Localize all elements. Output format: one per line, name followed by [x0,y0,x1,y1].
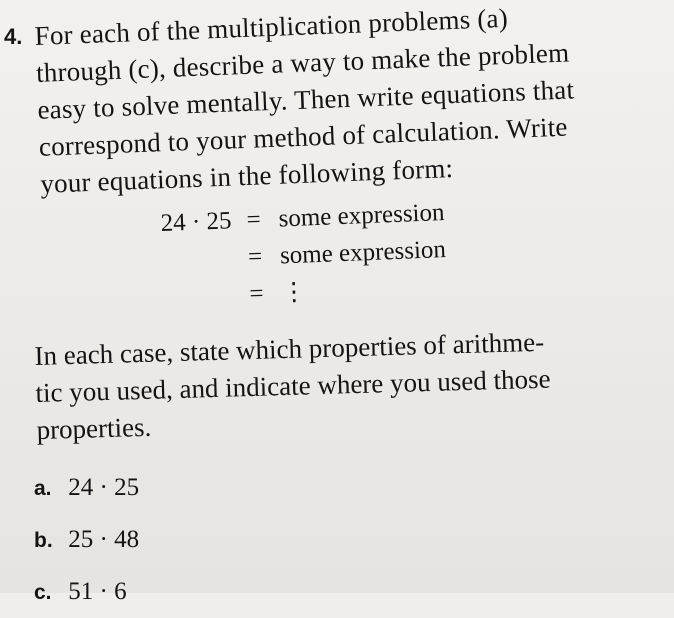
part-label: a. [34,477,52,500]
instruction-line: tic you used, and indicate where you used those [35,363,551,408]
intro-line: correspond to your method of calculation. Write [38,111,569,162]
part-expression: 51 · 6 [68,578,127,605]
equals-sign: = [247,243,263,271]
vertical-ellipsis: ⋮ [280,278,307,307]
intro-line: through (c), describe a way to make the problem [35,37,570,88]
part-a [34,462,139,514]
intro-line: For each of the multiplication problems (a) [34,2,509,51]
part-expression: 25 · 48 [68,526,140,553]
problem-number: 4. [4,24,23,49]
intro-line: your equations in the following form: [39,153,454,199]
problem-instructions [34,322,627,449]
equation-rhs: some expression [279,236,447,270]
part-expression: 24 · 25 [68,474,140,501]
equals-sign: = [246,206,262,234]
instruction-line: properties. [36,411,152,445]
part-label: b. [34,529,53,552]
instruction-line: In each case, state which properties of arithme- [34,326,545,371]
equation-rhs: some expression [278,199,445,233]
equation-lhs: 24 · 25 [160,207,233,237]
problem-parts [34,462,139,618]
part-b [34,514,139,566]
equation-form [160,194,448,316]
part-label: c. [34,581,52,604]
equals-sign: = [248,280,265,308]
intro-line: easy to solve mentally. Then write equations that [36,74,575,125]
problem-intro [34,0,631,203]
part-c [34,566,139,618]
